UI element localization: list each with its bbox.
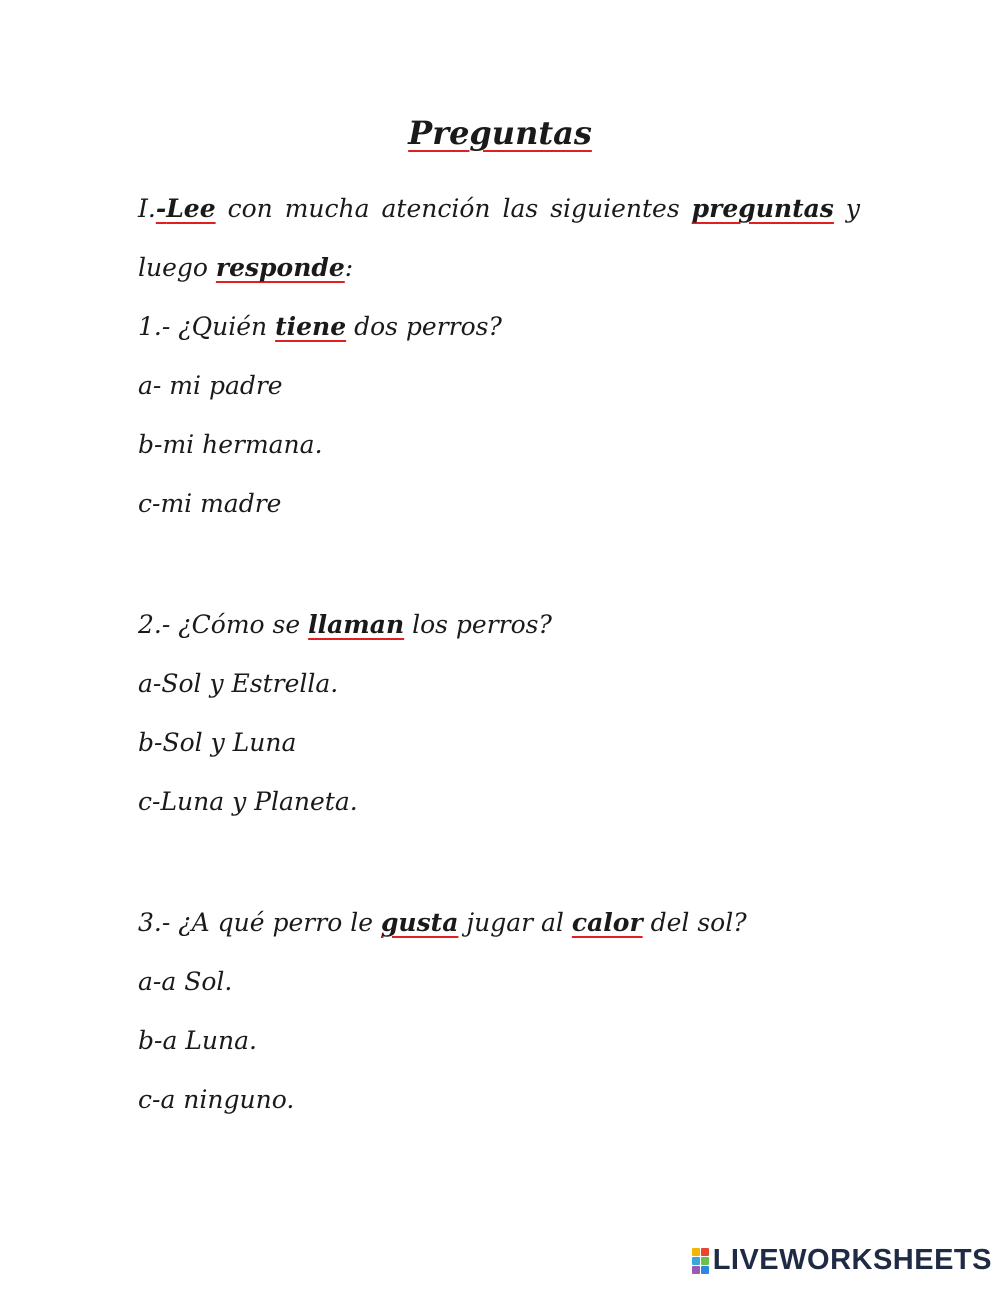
- answer-option[interactable]: a-a Sol.: [138, 967, 233, 996]
- liveworksheets-logo: [692, 1244, 992, 1277]
- instruction-keyword-respond: responde: [215, 253, 345, 282]
- question-keyword-2: calor: [571, 908, 643, 937]
- answer-option[interactable]: a- mi padre: [138, 371, 283, 400]
- question-1: 1.- ¿Quién tiene dos perros?: [138, 312, 502, 341]
- instruction-text: con mucha atención las siguientes: [215, 194, 692, 223]
- answer-option[interactable]: b-a Luna.: [138, 1026, 257, 1055]
- answer-option[interactable]: c-mi madre: [138, 489, 282, 518]
- question-keyword: tiene: [275, 312, 347, 341]
- instruction-number: I.: [138, 194, 156, 223]
- answer-option[interactable]: c-Luna y Planeta.: [138, 787, 358, 816]
- question-keyword: gusta: [380, 908, 459, 937]
- answer-option[interactable]: b-mi hermana.: [138, 430, 323, 459]
- instruction-line-2: luego responde:: [138, 253, 354, 282]
- instruction-line-1: [138, 192, 860, 226]
- page-title: Preguntas: [408, 114, 592, 152]
- answer-option[interactable]: b-Sol y Luna: [138, 728, 297, 757]
- answer-option[interactable]: c-a ninguno.: [138, 1085, 295, 1114]
- question-2: 2.- ¿Cómo se llaman los perros?: [138, 610, 552, 639]
- liveworksheets-logo-icon: [692, 1248, 709, 1274]
- answer-option[interactable]: a-Sol y Estrella.: [138, 669, 339, 698]
- question-keyword: llaman: [308, 610, 405, 639]
- instruction-text-end: y: [833, 194, 860, 223]
- liveworksheets-logo-text: LIVEWORKSHEETS: [712, 1244, 992, 1276]
- instruction-dash: -: [155, 194, 167, 223]
- question-3: 3.- ¿A qué perro le gusta jugar al calor del sol?: [138, 908, 747, 937]
- instruction-verb: Lee: [166, 194, 216, 223]
- instruction-keyword: preguntas: [691, 194, 834, 223]
